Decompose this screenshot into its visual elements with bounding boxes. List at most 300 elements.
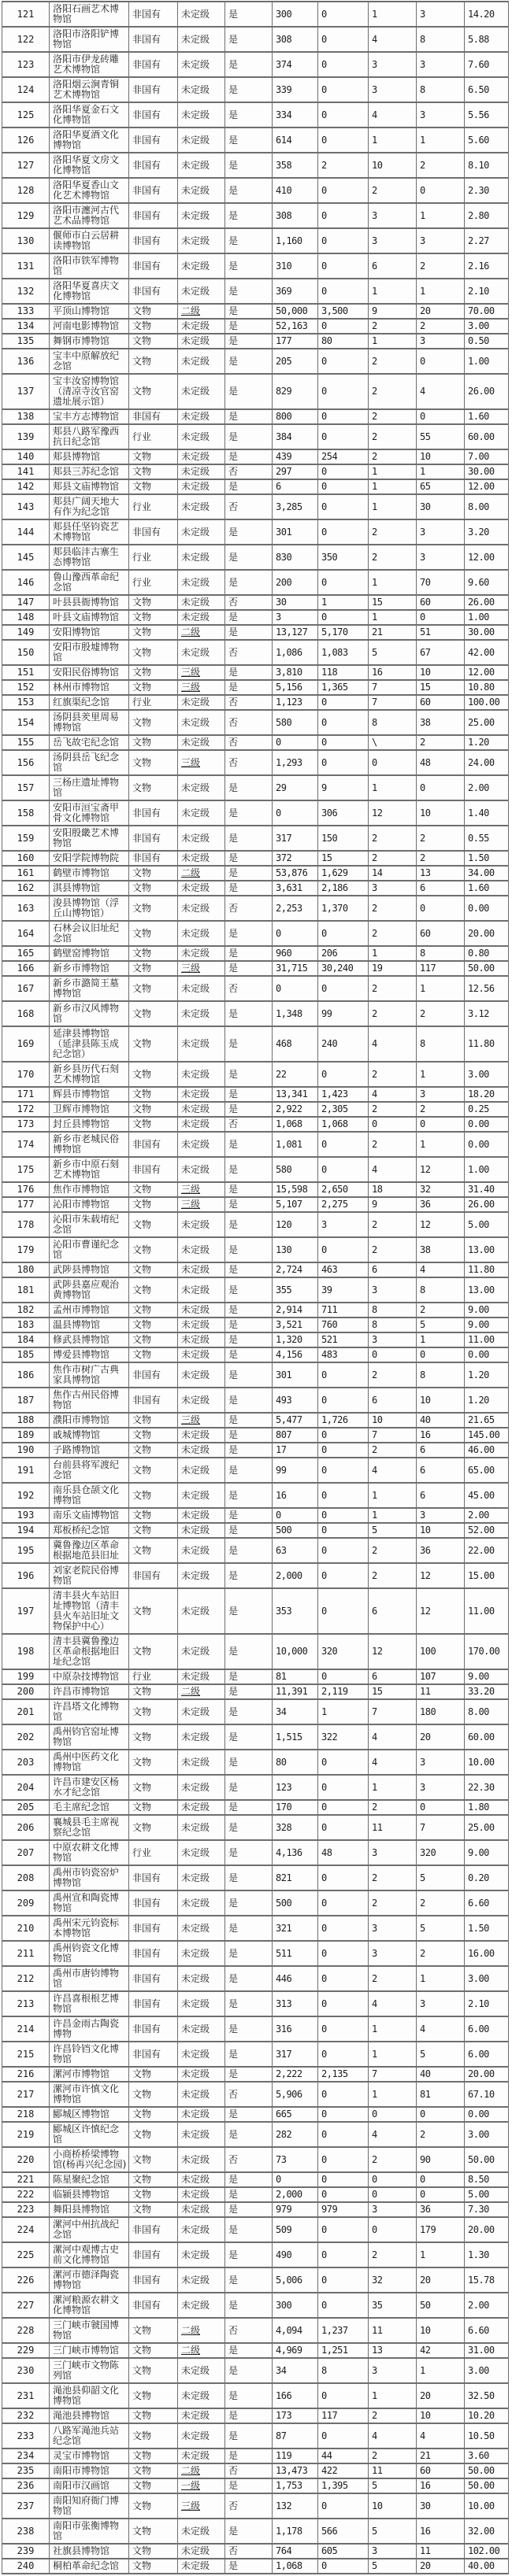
cell-value-5: 6.00 bbox=[465, 2042, 509, 2067]
cell-value-4: 3 bbox=[417, 2, 465, 27]
cell-ownership-type: 文物 bbox=[129, 319, 178, 334]
cell-value-4: 1 bbox=[417, 976, 465, 1001]
cell-value-3: 2 bbox=[369, 349, 417, 374]
table-row bbox=[2, 409, 509, 424]
cell-museum-name: 三杨庄遗址博物馆 bbox=[50, 775, 129, 800]
cell-value-2: 0 bbox=[318, 710, 369, 735]
cell-ownership-type: 文物 bbox=[129, 479, 178, 494]
table-row bbox=[2, 1157, 509, 1182]
cell-value-4: 10 bbox=[417, 2408, 465, 2423]
cell-value-2: 0 bbox=[318, 1916, 369, 1941]
cell-value-1: 2,000 bbox=[273, 1563, 318, 1588]
cell-value-1: 6 bbox=[273, 479, 318, 494]
cell-value-4: 70 bbox=[417, 570, 465, 595]
cell-value-5: 0.50 bbox=[465, 334, 509, 349]
cell-value-1: 316 bbox=[273, 2016, 318, 2042]
cell-value-3: 4 bbox=[369, 1991, 417, 2016]
cell-value-3: 2 bbox=[369, 2147, 417, 2172]
cell-value-1: 3,285 bbox=[273, 494, 318, 519]
cell-quality-grade: 二级 bbox=[178, 1684, 225, 1699]
cell-value-4: 1 bbox=[417, 1332, 465, 1347]
cell-row-number: 166 bbox=[2, 961, 50, 976]
cell-ownership-type: 文物 bbox=[129, 1332, 178, 1347]
cell-value-5: 9.00 bbox=[465, 1840, 509, 1865]
cell-row-number: 234 bbox=[2, 2448, 50, 2463]
cell-value-5: 1.20 bbox=[465, 1388, 509, 1413]
cell-museum-name: 舞阳县博物馆 bbox=[50, 2202, 129, 2217]
cell-free-admission: 是 bbox=[225, 153, 273, 178]
cell-value-5: 12.00 bbox=[465, 545, 509, 570]
cell-ownership-type: 文物 bbox=[129, 1303, 178, 1318]
cell-value-1: 2,000 bbox=[273, 2187, 318, 2202]
cell-quality-grade: 未定级 bbox=[178, 1062, 225, 1087]
cell-ownership-type: 文物 bbox=[129, 1262, 178, 1277]
cell-museum-name: 子路博物馆 bbox=[50, 1443, 129, 1458]
cell-value-5: 3.12 bbox=[465, 1001, 509, 1026]
cell-value-1: 372 bbox=[273, 851, 318, 866]
cell-ownership-type: 文物 bbox=[129, 1182, 178, 1197]
cell-quality-grade: 二级 bbox=[178, 2463, 225, 2478]
cell-free-admission: 是 bbox=[225, 2559, 273, 2574]
cell-value-3: 0 bbox=[369, 2217, 417, 2242]
cell-value-2: 0 bbox=[318, 735, 369, 750]
cell-quality-grade: 未定级 bbox=[178, 545, 225, 570]
cell-value-4: 32 bbox=[417, 1182, 465, 1197]
cell-value-1: 5,906 bbox=[273, 2082, 318, 2107]
cell-quality-grade: 未定级 bbox=[178, 2147, 225, 2172]
cell-value-3: 2 bbox=[369, 519, 417, 545]
cell-free-admission: 是 bbox=[225, 2358, 273, 2383]
cell-value-4: 16 bbox=[417, 2478, 465, 2493]
cell-value-4: 20 bbox=[417, 304, 465, 319]
cell-row-number: 203 bbox=[2, 1750, 50, 1775]
cell-value-1: 580 bbox=[273, 710, 318, 735]
cell-value-1: 17 bbox=[273, 1443, 318, 1458]
cell-museum-name: 三门峡市文物陈列馆 bbox=[50, 2358, 129, 2383]
cell-value-4: 180 bbox=[417, 1699, 465, 1724]
cell-value-1: 1,068 bbox=[273, 2559, 318, 2574]
cell-museum-name: 许昌市博物馆 bbox=[50, 1684, 129, 1699]
cell-value-2: 0 bbox=[318, 750, 369, 775]
cell-value-1: 4,969 bbox=[273, 2343, 318, 2358]
cell-value-4: 2 bbox=[417, 319, 465, 334]
cell-value-3: 4 bbox=[369, 1026, 417, 1062]
cell-row-number: 173 bbox=[2, 1117, 50, 1132]
cell-value-3: 3 bbox=[369, 2202, 417, 2217]
table-row bbox=[2, 464, 509, 479]
cell-value-5: 5.60 bbox=[465, 128, 509, 153]
cell-museum-name: 许昌铃铛文化博物馆 bbox=[50, 2042, 129, 2067]
cell-value-1: 5,156 bbox=[273, 680, 318, 695]
cell-value-1: 439 bbox=[273, 449, 318, 464]
cell-value-5: 10.00 bbox=[465, 1750, 509, 1775]
cell-value-4: 1 bbox=[417, 128, 465, 153]
cell-value-2: 0 bbox=[318, 2493, 369, 2519]
cell-free-admission: 是 bbox=[225, 1026, 273, 1062]
cell-ownership-type: 文物 bbox=[129, 449, 178, 464]
cell-museum-name: 鹤壁窑博物馆 bbox=[50, 946, 129, 961]
cell-value-3: 2 bbox=[369, 1362, 417, 1388]
cell-row-number: 128 bbox=[2, 178, 50, 203]
cell-value-4: 0 bbox=[417, 178, 465, 203]
cell-row-number: 145 bbox=[2, 545, 50, 570]
cell-value-1: 310 bbox=[273, 253, 318, 279]
cell-row-number: 163 bbox=[2, 896, 50, 921]
cell-value-2: 1,629 bbox=[318, 866, 369, 881]
cell-value-3: 7 bbox=[369, 680, 417, 695]
cell-value-3: 3 bbox=[369, 1332, 417, 1347]
cell-value-4: 0 bbox=[417, 1117, 465, 1132]
cell-value-2: 0 bbox=[318, 1062, 369, 1087]
table-row bbox=[2, 570, 509, 595]
cell-value-1: 1,081 bbox=[273, 1132, 318, 1157]
cell-row-number: 229 bbox=[2, 2343, 50, 2358]
cell-value-2: 1,370 bbox=[318, 896, 369, 921]
cell-quality-grade: 未定级 bbox=[178, 2082, 225, 2107]
cell-value-1: 374 bbox=[273, 52, 318, 77]
cell-value-2: 30,240 bbox=[318, 961, 369, 976]
cell-museum-name: 安阳民俗博物馆 bbox=[50, 665, 129, 680]
cell-value-5: 2.27 bbox=[465, 228, 509, 253]
cell-value-3: 18 bbox=[369, 1182, 417, 1197]
cell-value-4: 12 bbox=[417, 1212, 465, 1237]
cell-value-3: 2 bbox=[369, 319, 417, 334]
cell-row-number: 171 bbox=[2, 1087, 50, 1102]
cell-quality-grade: 未定级 bbox=[178, 1212, 225, 1237]
cell-value-1: 2,253 bbox=[273, 896, 318, 921]
cell-ownership-type: 文物 bbox=[129, 1775, 178, 1800]
cell-value-5: 10.00 bbox=[465, 2493, 509, 2519]
table-row bbox=[2, 2016, 509, 2042]
cell-value-5: 170.00 bbox=[465, 1634, 509, 1669]
cell-value-2: 0 bbox=[318, 1991, 369, 2016]
cell-value-4: 20 bbox=[417, 2383, 465, 2408]
cell-value-1: 31,715 bbox=[273, 961, 318, 976]
cell-free-admission: 是 bbox=[225, 2423, 273, 2448]
cell-row-number: 199 bbox=[2, 1669, 50, 1684]
cell-value-1: 384 bbox=[273, 424, 318, 449]
cell-value-1: 30 bbox=[273, 595, 318, 610]
cell-free-admission: 是 bbox=[225, 1815, 273, 1840]
cell-value-3: 2 bbox=[369, 896, 417, 921]
cell-museum-name: 河南电影博物馆 bbox=[50, 319, 129, 334]
cell-value-1: 0 bbox=[273, 976, 318, 1001]
cell-value-1: 410 bbox=[273, 178, 318, 203]
cell-quality-grade: 未定级 bbox=[178, 1508, 225, 1523]
cell-value-2: 0 bbox=[318, 1966, 369, 1991]
cell-quality-grade: 未定级 bbox=[178, 319, 225, 334]
cell-museum-name: 延津县博物馆（延津县陈玉成纪念馆） bbox=[50, 1026, 129, 1062]
cell-value-5: 0.00 bbox=[465, 1347, 509, 1362]
cell-row-number: 147 bbox=[2, 595, 50, 610]
cell-value-1: 821 bbox=[273, 1865, 318, 1890]
cell-ownership-type: 文物 bbox=[129, 1347, 178, 1362]
cell-value-5: 1.60 bbox=[465, 881, 509, 896]
cell-free-admission: 是 bbox=[225, 1684, 273, 1699]
cell-value-1: 317 bbox=[273, 2042, 318, 2067]
cell-value-4: 3 bbox=[417, 1775, 465, 1800]
cell-ownership-type: 非国有 bbox=[129, 1865, 178, 1890]
cell-row-number: 200 bbox=[2, 1684, 50, 1699]
cell-value-5: 42.00 bbox=[465, 640, 509, 665]
cell-free-admission: 是 bbox=[225, 1563, 273, 1588]
cell-value-4: 3 bbox=[417, 1508, 465, 1523]
cell-row-number: 121 bbox=[2, 2, 50, 27]
cell-value-5: 3.00 bbox=[465, 2358, 509, 2383]
cell-value-5: 26.00 bbox=[465, 595, 509, 610]
cell-quality-grade: 未定级 bbox=[178, 1724, 225, 1750]
cell-value-1: 1,178 bbox=[273, 2519, 318, 2544]
cell-ownership-type: 文物 bbox=[129, 976, 178, 1001]
cell-museum-name: 石林会议旧址纪念馆 bbox=[50, 921, 129, 946]
cell-free-admission: 是 bbox=[225, 1318, 273, 1332]
cell-value-1: 490 bbox=[273, 2242, 318, 2267]
table-body bbox=[2, 2, 509, 2574]
cell-free-admission: 是 bbox=[225, 52, 273, 77]
cell-row-number: 140 bbox=[2, 449, 50, 464]
table-row bbox=[2, 2318, 509, 2343]
cell-ownership-type: 文物 bbox=[129, 2107, 178, 2122]
cell-value-2: 1,395 bbox=[318, 2478, 369, 2493]
table-row bbox=[2, 424, 509, 449]
cell-value-5: 12.00 bbox=[465, 665, 509, 680]
cell-value-1: 119 bbox=[273, 2448, 318, 2463]
cell-value-5: 9.00 bbox=[465, 1669, 509, 1684]
cell-value-1: 120 bbox=[273, 1212, 318, 1237]
cell-row-number: 149 bbox=[2, 625, 50, 640]
cell-row-number: 165 bbox=[2, 946, 50, 961]
cell-row-number: 174 bbox=[2, 1132, 50, 1157]
cell-free-admission: 是 bbox=[225, 178, 273, 203]
cell-museum-name: 洛阳华夏喜庆文化博物馆 bbox=[50, 279, 129, 304]
cell-value-1: 1,753 bbox=[273, 2478, 318, 2493]
cell-ownership-type: 文物 bbox=[129, 349, 178, 374]
cell-free-admission: 是 bbox=[225, 1237, 273, 1262]
table-row bbox=[2, 374, 509, 409]
cell-museum-name: 桐柏革命纪念馆 bbox=[50, 2559, 129, 2574]
cell-value-5: 20.00 bbox=[465, 2217, 509, 2242]
cell-value-1: 358 bbox=[273, 153, 318, 178]
cell-ownership-type: 文物 bbox=[129, 2318, 178, 2343]
museum-table bbox=[2, 1, 509, 2574]
cell-ownership-type: 非国有 bbox=[129, 228, 178, 253]
cell-ownership-type: 文物 bbox=[129, 334, 178, 349]
cell-museum-name: 焦作古州民俗博物馆 bbox=[50, 1388, 129, 1413]
cell-value-3: 5 bbox=[369, 2559, 417, 2574]
cell-value-1: 2,922 bbox=[273, 1102, 318, 1117]
cell-value-5: 1.80 bbox=[465, 1800, 509, 1815]
cell-value-4: 3 bbox=[417, 228, 465, 253]
cell-value-3: 2 bbox=[369, 1132, 417, 1157]
cell-value-4: 11 bbox=[417, 2544, 465, 2559]
cell-value-2: 1 bbox=[318, 595, 369, 610]
cell-value-2: 0 bbox=[318, 1428, 369, 1443]
cell-museum-name: 陈星聚纪念馆 bbox=[50, 2172, 129, 2187]
cell-value-5: 50.00 bbox=[465, 2463, 509, 2478]
cell-quality-grade: 未定级 bbox=[178, 1388, 225, 1413]
cell-row-number: 219 bbox=[2, 2122, 50, 2147]
cell-free-admission: 是 bbox=[225, 2383, 273, 2408]
table-row bbox=[2, 1132, 509, 1157]
cell-value-2: 0 bbox=[318, 610, 369, 625]
cell-row-number: 150 bbox=[2, 640, 50, 665]
cell-quality-grade: 未定级 bbox=[178, 640, 225, 665]
cell-value-2: 0 bbox=[318, 27, 369, 52]
table-row bbox=[2, 1991, 509, 2016]
cell-ownership-type: 文物 bbox=[129, 2383, 178, 2408]
cell-row-number: 198 bbox=[2, 1634, 50, 1669]
cell-value-1: 300 bbox=[273, 2293, 318, 2318]
cell-quality-grade: 未定级 bbox=[178, 2383, 225, 2408]
cell-free-admission: 是 bbox=[225, 1157, 273, 1182]
cell-free-admission: 是 bbox=[225, 1182, 273, 1197]
cell-quality-grade: 未定级 bbox=[178, 1443, 225, 1458]
cell-free-admission: 是 bbox=[225, 349, 273, 374]
cell-value-4: 8 bbox=[417, 1277, 465, 1303]
cell-museum-name: 洛阳华夏金石文化博物馆 bbox=[50, 102, 129, 128]
cell-value-2: 0 bbox=[318, 695, 369, 710]
cell-ownership-type: 文物 bbox=[129, 2067, 178, 2082]
cell-museum-name: 洛阳石画艺术博物馆 bbox=[50, 2, 129, 27]
cell-free-admission: 是 bbox=[225, 1197, 273, 1212]
cell-value-4: 90 bbox=[417, 2147, 465, 2172]
cell-value-4: 51 bbox=[417, 625, 465, 640]
cell-value-3: 10 bbox=[369, 153, 417, 178]
cell-row-number: 190 bbox=[2, 1443, 50, 1458]
cell-row-number: 157 bbox=[2, 775, 50, 800]
cell-value-4: 12 bbox=[417, 1563, 465, 1588]
cell-quality-grade: 未定级 bbox=[178, 2293, 225, 2318]
cell-quality-grade: 未定级 bbox=[178, 102, 225, 128]
cell-value-3: 0 bbox=[369, 2107, 417, 2122]
cell-value-3: 2 bbox=[369, 449, 417, 464]
cell-value-5: 67.10 bbox=[465, 2082, 509, 2107]
cell-row-number: 141 bbox=[2, 464, 50, 479]
cell-museum-name: 漯河中观博古史前文化博物馆 bbox=[50, 2242, 129, 2267]
cell-ownership-type: 文物 bbox=[129, 1815, 178, 1840]
cell-value-3: 2 bbox=[369, 921, 417, 946]
cell-quality-grade: 未定级 bbox=[178, 2408, 225, 2423]
cell-value-1: 22 bbox=[273, 1062, 318, 1087]
cell-ownership-type: 非国有 bbox=[129, 2016, 178, 2042]
cell-row-number: 195 bbox=[2, 1538, 50, 1563]
cell-ownership-type: 文物 bbox=[129, 2493, 178, 2519]
cell-free-admission: 是 bbox=[225, 921, 273, 946]
cell-value-3: 8 bbox=[369, 710, 417, 735]
cell-row-number: 127 bbox=[2, 153, 50, 178]
cell-museum-name: 岳飞故宅纪念馆 bbox=[50, 735, 129, 750]
cell-value-5: 26.00 bbox=[465, 1197, 509, 1212]
cell-value-5: 30.00 bbox=[465, 464, 509, 479]
cell-value-3: 10 bbox=[369, 2493, 417, 2519]
table-row bbox=[2, 319, 509, 334]
cell-value-4: 60 bbox=[417, 595, 465, 610]
cell-value-3: 5 bbox=[369, 1523, 417, 1538]
cell-value-2: 2,650 bbox=[318, 1182, 369, 1197]
table-row bbox=[2, 1865, 509, 1890]
cell-row-number: 215 bbox=[2, 2042, 50, 2067]
cell-value-1: 2,724 bbox=[273, 1262, 318, 1277]
table-row bbox=[2, 1483, 509, 1508]
cell-row-number: 148 bbox=[2, 610, 50, 625]
table-row bbox=[2, 349, 509, 374]
cell-value-2: 0 bbox=[318, 374, 369, 409]
cell-value-1: 1,515 bbox=[273, 1724, 318, 1750]
cell-row-number: 144 bbox=[2, 519, 50, 545]
cell-value-2: 2,186 bbox=[318, 881, 369, 896]
cell-ownership-type: 非国有 bbox=[129, 1362, 178, 1388]
cell-free-admission: 是 bbox=[225, 1750, 273, 1775]
cell-row-number: 184 bbox=[2, 1332, 50, 1347]
cell-museum-name: 南阳市汉画馆 bbox=[50, 2478, 129, 2493]
cell-museum-name: 冀鲁豫边区革命根据地范县旧址 bbox=[50, 1538, 129, 1563]
cell-ownership-type: 文物 bbox=[129, 1117, 178, 1132]
cell-value-4: 55 bbox=[417, 424, 465, 449]
table-row bbox=[2, 2423, 509, 2448]
cell-quality-grade: 未定级 bbox=[178, 2448, 225, 2463]
cell-ownership-type: 文物 bbox=[129, 625, 178, 640]
cell-value-3: 32 bbox=[369, 2267, 417, 2293]
cell-value-3: 2 bbox=[369, 1563, 417, 1588]
cell-ownership-type: 文物 bbox=[129, 750, 178, 775]
cell-free-admission: 是 bbox=[225, 304, 273, 319]
cell-value-2: 8 bbox=[318, 2358, 369, 2383]
cell-free-admission: 是 bbox=[225, 1277, 273, 1303]
table-row bbox=[2, 2519, 509, 2544]
cell-value-1: 313 bbox=[273, 1991, 318, 2016]
table-row bbox=[2, 1800, 509, 1815]
cell-value-3: 1 bbox=[369, 2042, 417, 2067]
cell-value-4: 16 bbox=[417, 1428, 465, 1443]
cell-value-2: 2,275 bbox=[318, 1197, 369, 1212]
cell-museum-name: 宝丰汝窑博物馆（清凉寺汝官窑遗址展示馆） bbox=[50, 374, 129, 409]
table-row bbox=[2, 2, 509, 27]
cell-quality-grade: 未定级 bbox=[178, 128, 225, 153]
table-row bbox=[2, 1303, 509, 1318]
cell-value-3: 2 bbox=[369, 851, 417, 866]
cell-value-3: 3 bbox=[369, 1277, 417, 1303]
cell-value-4: 0 bbox=[417, 409, 465, 424]
cell-value-3: 6 bbox=[369, 1588, 417, 1634]
cell-value-2: 0 bbox=[318, 102, 369, 128]
cell-quality-grade: 未定级 bbox=[178, 1026, 225, 1062]
cell-value-5: 12.00 bbox=[465, 479, 509, 494]
cell-quality-grade: 二级 bbox=[178, 866, 225, 881]
cell-ownership-type: 文物 bbox=[129, 1588, 178, 1634]
cell-free-admission: 是 bbox=[225, 424, 273, 449]
cell-ownership-type: 非国有 bbox=[129, 253, 178, 279]
cell-value-1: 34 bbox=[273, 1699, 318, 1724]
cell-value-3: 0 bbox=[369, 2172, 417, 2187]
cell-museum-name: 濮阳市博物馆 bbox=[50, 1413, 129, 1428]
cell-value-2: 0 bbox=[318, 1132, 369, 1157]
cell-value-3: 9 bbox=[369, 1197, 417, 1212]
cell-value-4: 1 bbox=[417, 464, 465, 479]
cell-value-3: 8 bbox=[369, 1303, 417, 1318]
cell-ownership-type: 文物 bbox=[129, 2122, 178, 2147]
cell-value-5: 16.00 bbox=[465, 1941, 509, 1966]
table-row bbox=[2, 1443, 509, 1458]
cell-museum-name: 汤阴县岳飞纪念馆 bbox=[50, 750, 129, 775]
cell-ownership-type: 文物 bbox=[129, 2187, 178, 2202]
cell-museum-name: 三门峡市博物馆 bbox=[50, 2343, 129, 2358]
cell-ownership-type: 文物 bbox=[129, 946, 178, 961]
cell-museum-name: 许昌喜根根艺博物馆 bbox=[50, 1991, 129, 2016]
cell-museum-name: 郏县临沣古寨生态博物馆 bbox=[50, 545, 129, 570]
table-row bbox=[2, 921, 509, 946]
cell-museum-name: 博爱县博物馆 bbox=[50, 1347, 129, 1362]
cell-value-5: 21.65 bbox=[465, 1413, 509, 1428]
